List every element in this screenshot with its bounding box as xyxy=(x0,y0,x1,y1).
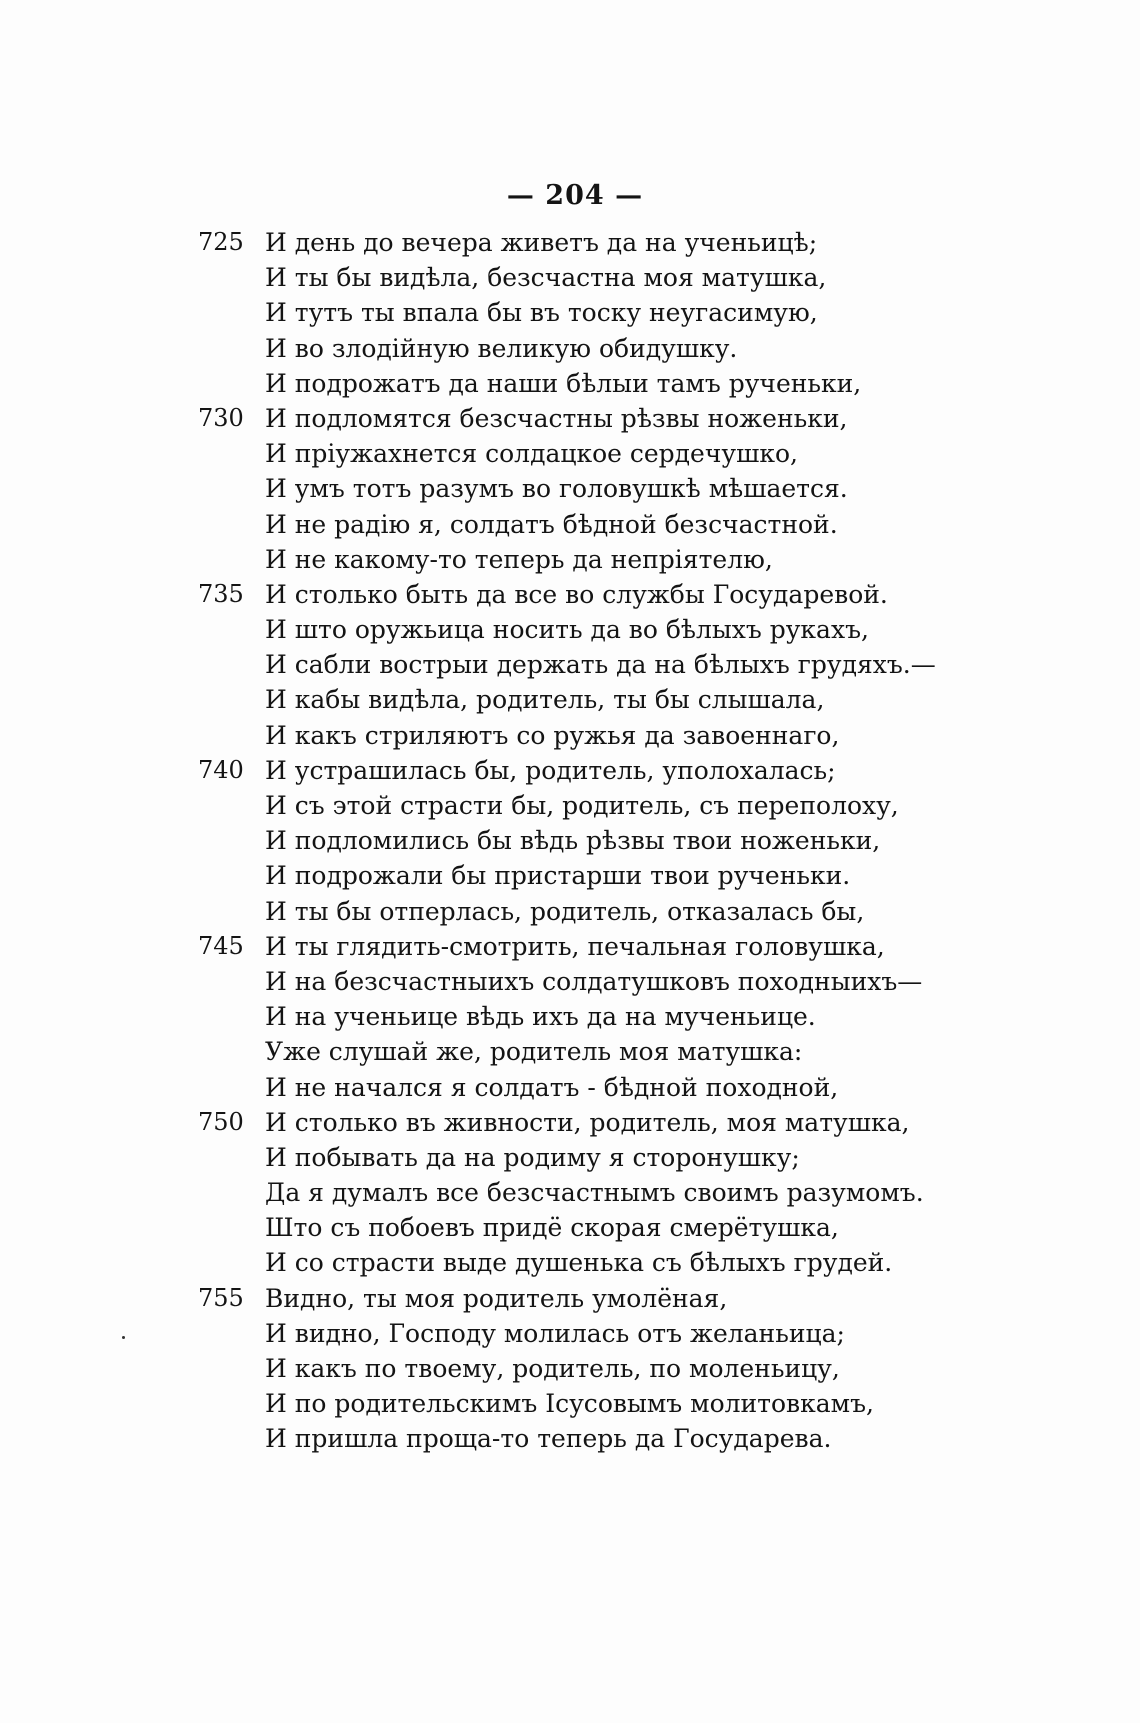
verse-line xyxy=(198,542,958,577)
line-text: И какъ по твоему, родитель, по моленьицу, xyxy=(265,1354,840,1383)
verse-line xyxy=(198,788,958,823)
line-text: И какъ стриляютъ со ружья да завоеннаго, xyxy=(265,720,840,750)
line-text: И ты бы видѣла, безсчастна моя матушка, xyxy=(265,263,827,293)
page-number: — 204 — xyxy=(506,180,644,211)
verse-line xyxy=(198,823,958,858)
line-number: 745 xyxy=(198,931,244,960)
verse-line xyxy=(198,260,958,295)
verse-line xyxy=(198,436,958,471)
line-text: Да я думалъ все безсчастнымъ своимъ разумомъ. xyxy=(265,1178,924,1208)
verse-line xyxy=(198,647,958,682)
line-text: И тутъ ты впала бы въ тоску неугасимую, xyxy=(265,298,818,328)
verse-line xyxy=(198,682,958,717)
line-text: И сабли вострыи держать да на бѣлыхъ грудяхъ.— xyxy=(265,650,936,680)
line-text: Уже слушай же, родитель моя матушка: xyxy=(265,1037,803,1067)
verse-line xyxy=(198,1351,958,1386)
line-text: И по родительскимъ Ісусовымъ молитовкамъ, xyxy=(265,1389,874,1419)
verse-line xyxy=(198,1070,958,1105)
line-text: И побывать да на родиму я сторонушку; xyxy=(265,1142,800,1172)
verse-line xyxy=(198,929,958,964)
line-text: И ты глядить-смотрить, печальная головушка, xyxy=(265,931,885,961)
verse-line xyxy=(198,1034,958,1069)
line-text: И подломятся безсчастны рѣзвы ноженьки, xyxy=(265,403,848,433)
verse-line xyxy=(198,401,958,436)
line-text: Видно, ты моя родитель умолёная, xyxy=(265,1283,728,1313)
verse-line xyxy=(198,718,958,753)
verse-line xyxy=(198,1281,958,1316)
line-text: И подломились бы вѣдь рѣзвы твои ноженьки, xyxy=(265,826,881,856)
line-text: И што оружьица носить да во бѣлыхъ рукахъ, xyxy=(265,615,869,645)
line-text: И умъ тотъ разумъ во головушкѣ мѣшается. xyxy=(265,474,848,504)
line-text: И кабы видѣла, родитель, ты бы слышала, xyxy=(265,685,825,715)
line-number: 755 xyxy=(198,1283,244,1312)
line-number: 740 xyxy=(198,755,244,784)
line-text: И съ этой страсти бы, родитель, съ переполоху, xyxy=(265,791,899,820)
verse-line xyxy=(198,507,958,542)
verse-block xyxy=(198,225,958,1457)
line-text: И подрожатъ да наши бѣлыи тамъ рученьки, xyxy=(265,368,862,398)
line-text: И со страсти выде душенька съ бѣлыхъ грудей. xyxy=(265,1248,893,1278)
verse-line xyxy=(198,1210,958,1245)
verse-line xyxy=(198,1105,958,1140)
verse-line xyxy=(198,1140,958,1175)
verse-line xyxy=(198,471,958,506)
line-text: И видно, Господу молилась отъ желаньица; xyxy=(265,1318,845,1348)
line-text: И устрашилась бы, родитель, уполохалась; xyxy=(265,755,836,785)
verse-line xyxy=(198,964,958,999)
verse-line xyxy=(198,331,958,366)
verse-line xyxy=(198,225,958,260)
line-text: И на безсчастныихъ солдатушковъ походныихъ— xyxy=(265,966,923,996)
verse-line xyxy=(198,612,958,647)
verse-line xyxy=(198,1175,958,1210)
line-text: И подрожали бы пристарши твои рученьки. xyxy=(265,861,851,891)
verse-line xyxy=(198,858,958,893)
line-text: И не какому-то теперь да непріятелю, xyxy=(265,544,773,574)
verse-line xyxy=(198,1245,958,1280)
line-text: И пришла проща-то теперь да Государева. xyxy=(265,1424,832,1454)
line-number: 735 xyxy=(198,579,244,608)
verse-line xyxy=(198,1421,958,1456)
verse-line xyxy=(198,577,958,612)
verse-line xyxy=(198,753,958,788)
line-text: И пріужахнется солдацкое сердечушко, xyxy=(265,439,798,469)
line-text: И на ученьице вѣдь ихъ да на мученьице. xyxy=(265,1002,816,1032)
line-text: И столько въ живности, родитель, моя матушка, xyxy=(265,1107,910,1137)
verse-line xyxy=(198,999,958,1034)
line-text: И во злодійную великую обидушку. xyxy=(265,333,738,363)
line-number: 730 xyxy=(198,403,244,432)
line-number: 725 xyxy=(198,228,244,256)
verse-line xyxy=(198,1386,958,1421)
line-text: И не начался я солдатъ - бѣдной походной, xyxy=(265,1072,839,1102)
line-text: И ты бы отперлась, родитель, отказалась бы, xyxy=(265,896,865,926)
line-number: 750 xyxy=(198,1107,244,1136)
verse-line xyxy=(198,1316,958,1351)
verse-line xyxy=(198,295,958,330)
line-text: И столько быть да все во службы Государевой. xyxy=(265,579,888,609)
verse-line xyxy=(198,894,958,929)
line-text: И не радію я, солдатъ бѣдной безсчастной. xyxy=(265,509,838,539)
verse-line xyxy=(198,366,958,401)
line-text: Што съ побоевъ придё скорая смерётушка, xyxy=(265,1213,839,1243)
line-text: И день до вечера живетъ да на ученьицѣ; xyxy=(265,228,818,257)
ink-speck xyxy=(122,1336,125,1339)
